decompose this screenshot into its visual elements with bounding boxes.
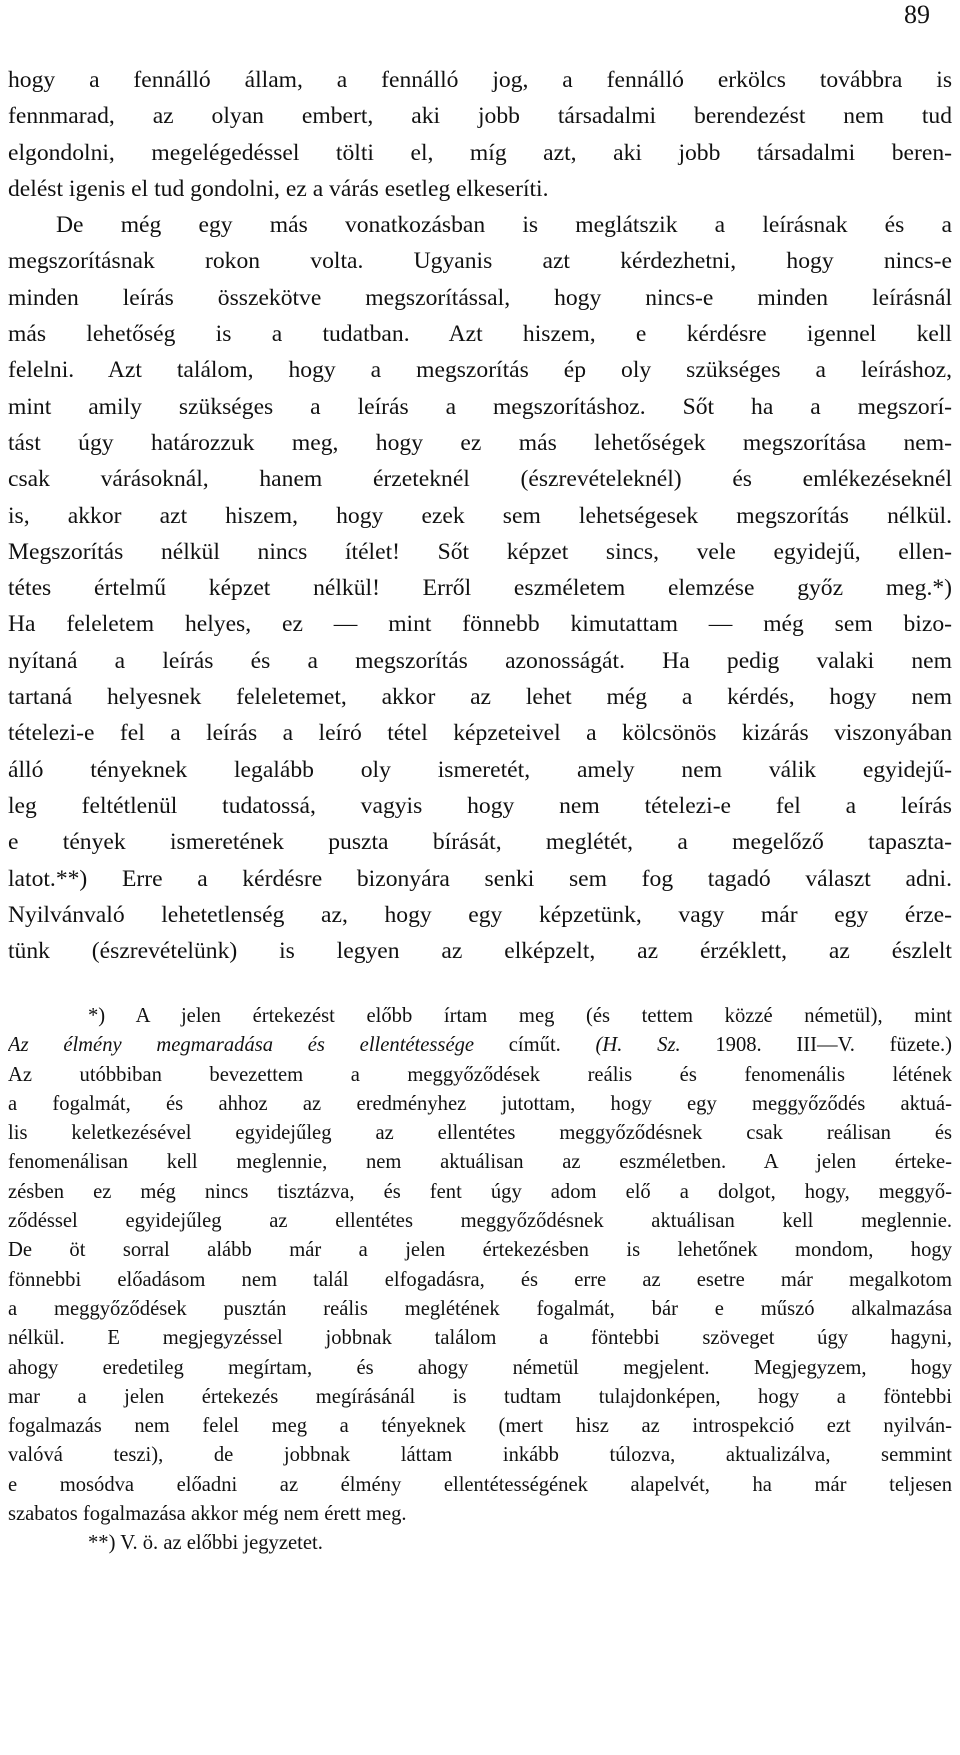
footnote-line: ahogy eredetileg megírtam, és ahogy németül megjelent. Megjegyzem, hogy [8, 1356, 952, 1379]
body-line: más lehetőség is a tudatban. Azt hiszem, e kérdésre igennel kell [8, 321, 952, 348]
body-line: minden leírás összekötve megszorítással, hogy nincs-e minden leírásnál [8, 284, 952, 311]
body-line: csak várásoknál, hanem érzeteknél (észrevételeknél) és emlékezéseknél [8, 466, 952, 493]
body-line: is, akkor azt hiszem, hogy ezek sem lehetségesek megszorítás nélkül. [8, 502, 952, 529]
footnote-1-body [8, 1061, 952, 1530]
footnote-line: a meggyőződések pusztán reális meglétének fogalmát, bár e műszó alkalmazása [8, 1297, 952, 1320]
footnote-2: **) V. ö. az előbbi jegyzetet. [88, 1532, 323, 1555]
body-line: megszorításnak rokon volta. Ugyanis azt kérdezhetni, hogy nincs-e [8, 248, 952, 275]
footnote-line: fenomenálisan kell meglennie, nem aktuálisan az eszméletben. A jelen érteke- [8, 1151, 952, 1174]
footnote-line: zésben ez még nincs tisztázva, és fent úgy adom elő a dolgot, hogy, meggyő- [8, 1180, 952, 1203]
footnote-1-citation-line [8, 1031, 952, 1060]
footnote-line: mar a jelen értekezés megírásánál is tudtam tulajdonképen, hogy a föntebbi [8, 1385, 952, 1408]
journal-issue: 1908. III—V. füzete.) [680, 1034, 952, 1057]
footnote-line: lis keletkezésével egyidejűleg az ellentétes meggyőződésnek csak reálisan és [8, 1122, 952, 1145]
body-line: álló tényeknek legalább oly ismeretét, amely nem válik egyidejű- [8, 756, 952, 783]
footnote-line: a fogalmát, és ahhoz az eredményhez jutottam, hogy egy meggyőződés aktuá- [8, 1092, 952, 1115]
body-line: mint amily szükséges a leírás a megszorításhoz. Sőt ha a megszorí- [8, 393, 952, 420]
footnote-line: szabatos fogalmazása akkor még nem érett meg. [8, 1503, 407, 1526]
body-line: tételezi-e fel a leírás a leíró tétel képzeteivel a kölcsönös kizárás viszonyában [8, 720, 952, 747]
footnote-line: De öt sorral alább már a jelen értekezésben is lehetőnek mondom, hogy [8, 1239, 952, 1262]
journal-abbrev: (H. Sz. [595, 1034, 681, 1057]
body-line: Ha feleletem helyes, ez — mint fönnebb kimutattam — még sem bizo- [8, 611, 952, 638]
body-line: delést igenis el tud gondolni, ez a várás esetleg elkeseríti. [8, 175, 549, 202]
page-number: 89 [904, 0, 930, 29]
body-line: Nyilvánvaló lehetetlenség az, hogy egy képzetünk, vagy már egy érze- [8, 901, 952, 928]
footnote-line: fönnebbi előadásom nem talál elfogadásra, és erre az esetre már megalkotom [8, 1268, 952, 1291]
body-line: tást úgy határozzuk meg, hogy ez más lehetőségek megszorítása nem- [8, 429, 952, 456]
body-line: elgondolni, megelégedéssel tölti el, míg azt, aki jobb társadalmi beren- [8, 139, 952, 166]
body-line: e tények ismeretének puszta bírását, meglétét, a megelőző tapaszta- [8, 829, 952, 856]
body-line: felelni. Azt találom, hogy a megszorítás ép oly szükséges a leíráshoz, [8, 357, 952, 384]
body-line: leg feltétlenül tudatossá, vagyis hogy nem tételezi-e fel a leírás [8, 792, 952, 819]
body-line: hogy a fennálló állam, a fennálló jog, a fennálló erkölcs továbbra is [8, 67, 952, 93]
body-line: nyítaná a leírás és a megszorítás azonosságát. Ha pedig valaki nem [8, 647, 952, 674]
footnote-1-first-line: *) A jelen értekezést előbb írtam meg (és tettem közzé németül), mint [88, 1005, 952, 1027]
footnote-line: e mosódva előadni az élmény ellentétességének alapelvét, ha már teljesen [8, 1473, 952, 1496]
footnote-line: nélkül. E megjegyzéssel jobbnak találom a föntebbi szöveget úgy hagyni, [8, 1327, 952, 1350]
footnote-line: valóvá teszi), de jobbnak láttam inkább túlozva, aktualizálva, semmint [8, 1444, 952, 1467]
body-line: latot.**) Erre a kérdésre bizonyára senki sem fog tagadó választ adni. [8, 865, 952, 892]
cited-title-suffix: címűt. [474, 1034, 596, 1057]
body-line: Megszorítás nélkül nincs ítélet! Sőt képzet sincs, vele egyidejű, ellen- [8, 538, 952, 565]
body-line: tünk (észrevételünk) is legyen az elképzelt, az érzéklett, az észlelt [8, 938, 952, 965]
body-line: De még egy más vonatkozásban is meglátszik a leírásnak és a [56, 212, 952, 239]
footnote-line: fogalmazás nem felel meg a tényeknek (mert hisz az introspekció ezt nyilván- [8, 1415, 952, 1438]
cited-title: Az élmény megmaradása és ellentétessége [8, 1034, 475, 1057]
main-text [8, 62, 952, 969]
footnote-line: Az utóbbiban bevezettem a meggyőződések reális és fenomenális létének [8, 1063, 952, 1086]
body-line: tétes értelmű képzet nélkül! Erről eszméletem elemzése győz meg.*) [8, 575, 952, 602]
body-line: tartaná helyesnek feleletemet, akkor az lehet még a kérdés, hogy nem [8, 684, 952, 711]
footnote-line: ződéssel egyidejűleg az ellentétes meggyőződésnek aktuálisan kell meglennie. [8, 1210, 952, 1233]
footnotes [8, 1002, 952, 1559]
body-line: fennmarad, az olyan embert, aki jobb társadalmi berendezést nem tud [8, 103, 952, 130]
